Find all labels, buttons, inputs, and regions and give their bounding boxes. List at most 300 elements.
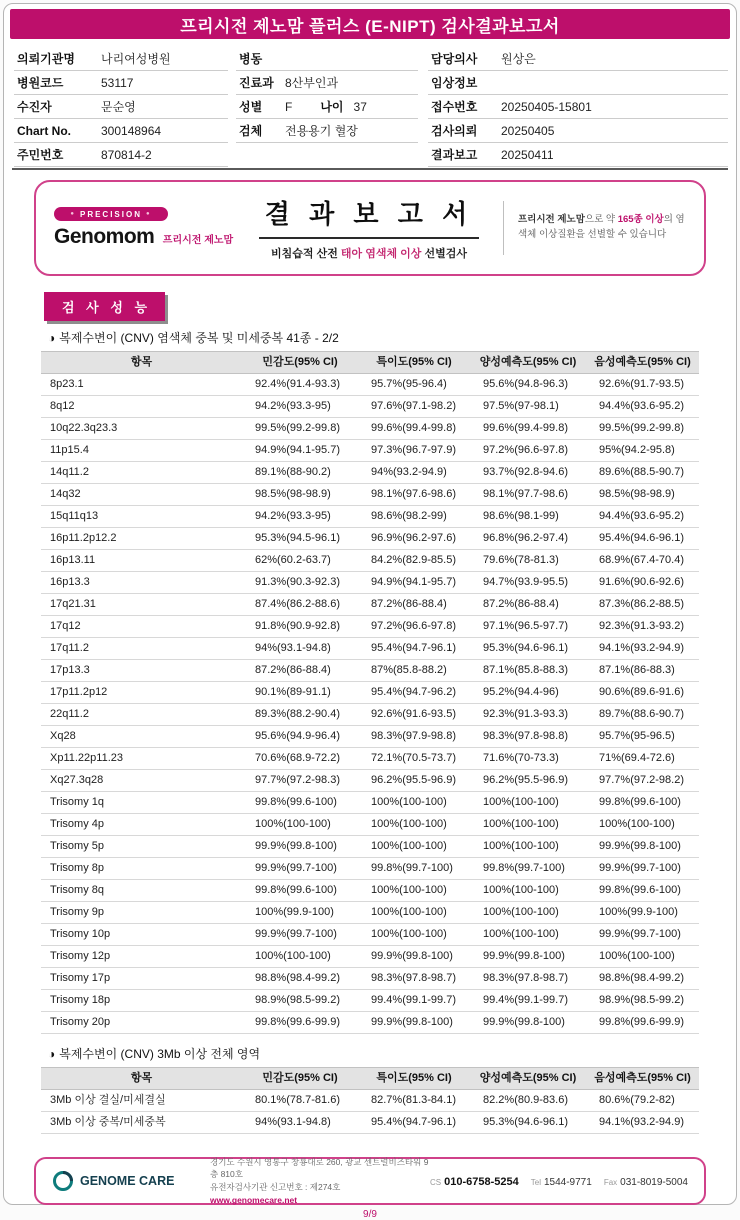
value-cell: 100%(99.9-100) bbox=[242, 902, 358, 924]
value-cell: 91.8%(90.9-92.8) bbox=[242, 616, 358, 638]
field-label: 담당의사 bbox=[431, 52, 478, 66]
section-title-badge: 검 사 성 능 bbox=[44, 292, 165, 321]
value-cell: 92.3%(91.3-93.2) bbox=[586, 616, 699, 638]
item-cell: 14q32 bbox=[41, 484, 242, 506]
table-row bbox=[41, 1112, 699, 1134]
value-cell: 95.7%(95-96.5) bbox=[586, 726, 699, 748]
item-cell: Trisomy 4p bbox=[41, 814, 242, 836]
patient-field-row bbox=[428, 143, 728, 167]
value-cell: 96.2%(95.5-96.9) bbox=[470, 770, 586, 792]
value-cell: 100%(100-100) bbox=[586, 946, 699, 968]
dot-icon: ● bbox=[146, 211, 152, 217]
value-cell: 98.3%(97.9-98.8) bbox=[358, 726, 470, 748]
value-cell: 94.9%(94.1-95.7) bbox=[358, 572, 470, 594]
precision-badge bbox=[54, 207, 168, 221]
value-cell: 87.2%(86-88.4) bbox=[242, 660, 358, 682]
value-cell: 97.7%(97.2-98.3) bbox=[242, 770, 358, 792]
value-cell: 94.2%(93.3-95) bbox=[242, 506, 358, 528]
field-label: 나이 bbox=[320, 100, 344, 114]
value-cell: 100%(100-100) bbox=[358, 836, 470, 858]
value-cell: 95.6%(94.8-96.3) bbox=[470, 374, 586, 396]
cs-label: CS bbox=[430, 1178, 442, 1187]
table-row bbox=[41, 858, 699, 880]
value-cell: 95.2%(94.4-96) bbox=[470, 682, 586, 704]
patient-field-row bbox=[14, 71, 228, 95]
subtitle-post: 선별검사 bbox=[421, 248, 467, 260]
table-row bbox=[41, 792, 699, 814]
value-cell: 97.2%(96.6-97.8) bbox=[358, 616, 470, 638]
value-cell: 71.6%(70-73.3) bbox=[470, 748, 586, 770]
fax-number: 031-8019-5004 bbox=[620, 1177, 688, 1188]
patient-field-row bbox=[236, 71, 418, 95]
value-cell: 100%(99.9-100) bbox=[586, 902, 699, 924]
value-cell: 89.3%(88.2-90.4) bbox=[242, 704, 358, 726]
table-row bbox=[41, 1090, 699, 1112]
field-value: 8산부인과 bbox=[285, 76, 339, 90]
column-header: 항목 bbox=[41, 352, 242, 374]
value-cell: 82.7%(81.3-84.1) bbox=[358, 1090, 470, 1112]
report-page bbox=[3, 3, 737, 1220]
vertical-divider bbox=[503, 201, 504, 255]
value-cell: 94.7%(93.9-95.5) bbox=[470, 572, 586, 594]
item-cell: Trisomy 17p bbox=[41, 968, 242, 990]
patient-info-column bbox=[236, 47, 418, 167]
value-cell: 92.3%(91.3-93.3) bbox=[470, 704, 586, 726]
value-cell: 80.1%(78.7-81.6) bbox=[242, 1090, 358, 1112]
field-value: 나리여성병원 bbox=[101, 52, 171, 66]
value-cell: 94.4%(93.6-95.2) bbox=[586, 506, 699, 528]
patient-field-row bbox=[14, 47, 228, 71]
brand-line bbox=[54, 225, 249, 249]
value-cell: 99.6%(99.4-99.8) bbox=[358, 418, 470, 440]
value-cell: 99.5%(99.2-99.8) bbox=[586, 418, 699, 440]
company-info bbox=[210, 1156, 430, 1207]
value-cell: 97.2%(96.6-97.8) bbox=[470, 440, 586, 462]
patient-field-row bbox=[14, 143, 228, 167]
value-cell: 98.1%(97.6-98.6) bbox=[358, 484, 470, 506]
item-cell: 10q22.3q23.3 bbox=[41, 418, 242, 440]
cs-number: 010-6758-5254 bbox=[444, 1176, 519, 1188]
value-cell: 99.9%(99.7-100) bbox=[586, 858, 699, 880]
item-cell: 11p15.4 bbox=[41, 440, 242, 462]
company-address: 경기도 수원시 영통구 창룡대로 260, 광교 센트럴비즈타워 9층 810호 bbox=[210, 1156, 429, 1180]
table1-caption bbox=[48, 329, 736, 346]
value-cell: 70.6%(68.9-72.2) bbox=[242, 748, 358, 770]
table-row bbox=[41, 726, 699, 748]
value-cell: 99.9%(99.8-100) bbox=[242, 836, 358, 858]
cnv-3mb-performance-table bbox=[41, 1067, 699, 1134]
value-cell: 100%(100-100) bbox=[470, 814, 586, 836]
item-cell: Trisomy 20p bbox=[41, 1012, 242, 1034]
result-report-heading: 결 과 보 고 서 bbox=[259, 194, 479, 239]
value-cell: 95%(94.2-95.8) bbox=[586, 440, 699, 462]
value-cell: 98.9%(98.5-99.2) bbox=[586, 990, 699, 1012]
value-cell: 93.7%(92.8-94.6) bbox=[470, 462, 586, 484]
report-title: 프리시전 제노맘 플러스 (E-NIPT) 검사결과보고서 bbox=[180, 16, 560, 36]
table-row bbox=[41, 880, 699, 902]
column-header: 특이도(95% CI) bbox=[358, 1068, 470, 1090]
value-cell: 96.2%(95.5-96.9) bbox=[358, 770, 470, 792]
value-cell: 94.2%(93.3-95) bbox=[242, 396, 358, 418]
fax-label: Fax bbox=[603, 1178, 618, 1187]
field-value: 원상은 bbox=[501, 52, 536, 66]
value-cell: 95.3%(94.5-96.1) bbox=[242, 528, 358, 550]
tel-number: 1544-9771 bbox=[543, 1177, 592, 1188]
value-cell: 100%(100-100) bbox=[470, 792, 586, 814]
patient-field-row bbox=[236, 95, 418, 119]
field-label: 진료과 bbox=[239, 76, 274, 90]
table-row bbox=[41, 550, 699, 572]
patient-field-row bbox=[428, 95, 728, 119]
value-cell: 94.4%(93.6-95.2) bbox=[586, 396, 699, 418]
contact-info bbox=[430, 1172, 688, 1190]
item-cell: Trisomy 1q bbox=[41, 792, 242, 814]
table-row bbox=[41, 462, 699, 484]
table-row bbox=[41, 374, 699, 396]
item-cell: 17p13.3 bbox=[41, 660, 242, 682]
field-label: 검체 bbox=[239, 124, 263, 138]
table-row bbox=[41, 814, 699, 836]
value-cell: 98.8%(98.4-99.2) bbox=[586, 968, 699, 990]
table1-caption-text: 복제수변이 (CNV) 염색체 중복 및 미세중복 41종 - 2/2 bbox=[59, 331, 339, 345]
table-row bbox=[41, 638, 699, 660]
item-cell: 16p11.2p12.2 bbox=[41, 528, 242, 550]
note-mid: 으로 약 bbox=[584, 214, 618, 226]
value-cell: 92.6%(91.6-93.5) bbox=[358, 704, 470, 726]
value-cell: 90.6%(89.6-91.6) bbox=[586, 682, 699, 704]
item-cell: 17p11.2p12 bbox=[41, 682, 242, 704]
field-value: 37 bbox=[353, 99, 367, 114]
table-row bbox=[41, 528, 699, 550]
value-cell: 100%(100-100) bbox=[358, 792, 470, 814]
field-label: 검사의뢰 bbox=[431, 124, 478, 138]
value-cell: 94%(93.1-94.8) bbox=[242, 1112, 358, 1134]
result-banner bbox=[34, 180, 706, 276]
value-cell: 95.4%(94.7-96.1) bbox=[358, 1112, 470, 1134]
value-cell: 99.4%(99.1-99.7) bbox=[470, 990, 586, 1012]
item-cell: 14q11.2 bbox=[41, 462, 242, 484]
value-cell: 87.1%(86-88.3) bbox=[586, 660, 699, 682]
value-cell: 89.6%(88.5-90.7) bbox=[586, 462, 699, 484]
value-cell: 99.9%(99.8-100) bbox=[470, 1012, 586, 1034]
value-cell: 87.1%(85.8-88.3) bbox=[470, 660, 586, 682]
patient-info-column bbox=[14, 47, 228, 167]
brand-name-kr: 프리시전 제노맘 bbox=[162, 235, 234, 246]
item-cell: Trisomy 12p bbox=[41, 946, 242, 968]
value-cell: 100%(100-100) bbox=[358, 880, 470, 902]
value-cell: 91.3%(90.3-92.3) bbox=[242, 572, 358, 594]
table-row bbox=[41, 770, 699, 792]
contact-tel bbox=[531, 1172, 592, 1190]
value-cell: 87.3%(86.2-88.5) bbox=[586, 594, 699, 616]
column-header: 양성예측도(95% CI) bbox=[470, 1068, 586, 1090]
item-cell: Trisomy 9p bbox=[41, 902, 242, 924]
value-cell: 99.9%(99.8-100) bbox=[586, 836, 699, 858]
subtitle-pre: 비침습적 산전 bbox=[271, 248, 341, 260]
value-cell: 99.8%(99.6-100) bbox=[586, 792, 699, 814]
field-value: 20250405-15801 bbox=[501, 99, 592, 114]
contact-fax bbox=[604, 1172, 688, 1190]
value-cell: 100%(100-100) bbox=[470, 902, 586, 924]
value-cell: 95.7%(95-96.4) bbox=[358, 374, 470, 396]
field-label: 병동 bbox=[239, 52, 263, 66]
patient-field-row bbox=[14, 95, 228, 119]
value-cell: 99.8%(99.7-100) bbox=[470, 858, 586, 880]
value-cell: 98.3%(97.8-98.8) bbox=[470, 726, 586, 748]
value-cell: 98.3%(97.8-98.7) bbox=[470, 968, 586, 990]
field-label: 의뢰기관명 bbox=[17, 52, 75, 66]
value-cell: 90.1%(89-91.1) bbox=[242, 682, 358, 704]
item-cell: Trisomy 10p bbox=[41, 924, 242, 946]
value-cell: 99.8%(99.6-99.9) bbox=[242, 1012, 358, 1034]
value-cell: 68.9%(67.4-70.4) bbox=[586, 550, 699, 572]
value-cell: 98.5%(98-98.9) bbox=[586, 484, 699, 506]
column-header: 음성예측도(95% CI) bbox=[586, 352, 699, 374]
field-label: 결과보고 bbox=[431, 148, 478, 162]
value-cell: 99.5%(99.2-99.8) bbox=[242, 418, 358, 440]
item-cell: Trisomy 8q bbox=[41, 880, 242, 902]
table-row bbox=[41, 506, 699, 528]
column-header: 민감도(95% CI) bbox=[242, 1068, 358, 1090]
patient-field-row bbox=[428, 119, 728, 143]
column-header: 항목 bbox=[41, 1068, 242, 1090]
brand-name-en: Genomom bbox=[54, 225, 155, 248]
value-cell: 82.2%(80.9-83.6) bbox=[470, 1090, 586, 1112]
note-brand: 프리시전 제노맘 bbox=[518, 214, 585, 226]
value-cell: 87%(85.8-88.2) bbox=[358, 660, 470, 682]
table-header-row bbox=[41, 1068, 699, 1090]
value-cell: 98.6%(98.2-99) bbox=[358, 506, 470, 528]
field-label: 접수번호 bbox=[431, 100, 478, 114]
patient-field-row bbox=[236, 47, 418, 71]
value-cell: 97.6%(97.1-98.2) bbox=[358, 396, 470, 418]
field-value: 20250411 bbox=[501, 147, 554, 162]
item-cell: Trisomy 18p bbox=[41, 990, 242, 1012]
table-row bbox=[41, 682, 699, 704]
table-row bbox=[41, 484, 699, 506]
item-cell: Trisomy 8p bbox=[41, 858, 242, 880]
patient-section-divider bbox=[12, 168, 728, 170]
value-cell: 87.2%(86-88.4) bbox=[470, 594, 586, 616]
value-cell: 99.9%(99.7-100) bbox=[586, 924, 699, 946]
table-row bbox=[41, 660, 699, 682]
item-cell: 8p23.1 bbox=[41, 374, 242, 396]
value-cell: 95.4%(94.7-96.1) bbox=[358, 638, 470, 660]
value-cell: 95.3%(94.6-96.1) bbox=[470, 638, 586, 660]
patient-field-row bbox=[428, 47, 728, 71]
value-cell: 100%(100-100) bbox=[242, 814, 358, 836]
result-report-subheading bbox=[259, 239, 479, 261]
field-label: Chart No. bbox=[17, 123, 71, 138]
field-label: 임상정보 bbox=[431, 76, 478, 90]
table-row bbox=[41, 902, 699, 924]
value-cell: 100%(100-100) bbox=[470, 836, 586, 858]
value-cell: 98.1%(97.7-98.6) bbox=[470, 484, 586, 506]
value-cell: 95.4%(94.7-96.2) bbox=[358, 682, 470, 704]
table2-caption-text: 복제수변이 (CNV) 3Mb 이상 전체 영역 bbox=[59, 1047, 261, 1061]
banner-note bbox=[518, 213, 686, 242]
patient-field-row bbox=[14, 119, 228, 143]
value-cell: 94.1%(93.2-94.9) bbox=[586, 638, 699, 660]
item-cell: 15q11q13 bbox=[41, 506, 242, 528]
value-cell: 79.6%(78-81.3) bbox=[470, 550, 586, 572]
value-cell: 94.9%(94.1-95.7) bbox=[242, 440, 358, 462]
value-cell: 97.5%(97-98.1) bbox=[470, 396, 586, 418]
value-cell: 100%(100-100) bbox=[470, 924, 586, 946]
field-value: 전용용기 혈장 bbox=[285, 124, 358, 138]
value-cell: 94%(93.1-94.8) bbox=[242, 638, 358, 660]
value-cell: 100%(100-100) bbox=[470, 880, 586, 902]
item-cell: Trisomy 5p bbox=[41, 836, 242, 858]
value-cell: 95.3%(94.6-96.1) bbox=[470, 1112, 586, 1134]
field-label: 병원코드 bbox=[17, 76, 64, 90]
value-cell: 92.6%(91.7-93.5) bbox=[586, 374, 699, 396]
value-cell: 97.3%(96.7-97.9) bbox=[358, 440, 470, 462]
contact-cs bbox=[430, 1172, 519, 1190]
column-header: 양성예측도(95% CI) bbox=[470, 352, 586, 374]
item-cell: 17q12 bbox=[41, 616, 242, 638]
value-cell: 94.1%(93.2-94.9) bbox=[586, 1112, 699, 1134]
value-cell: 99.8%(99.6-99.9) bbox=[586, 1012, 699, 1034]
precision-label: PRECISION bbox=[79, 209, 142, 219]
value-cell: 100%(100-100) bbox=[358, 902, 470, 924]
value-cell: 99.4%(99.1-99.7) bbox=[358, 990, 470, 1012]
note-highlight: 165종 이상 bbox=[617, 214, 664, 226]
value-cell: 100%(100-100) bbox=[242, 946, 358, 968]
value-cell: 97.7%(97.2-98.2) bbox=[586, 770, 699, 792]
item-cell: Xq28 bbox=[41, 726, 242, 748]
table-row bbox=[41, 572, 699, 594]
patient-field-row bbox=[428, 71, 728, 95]
page-number: 9/9 bbox=[363, 1209, 377, 1220]
item-cell: 17q11.2 bbox=[41, 638, 242, 660]
patient-field-row bbox=[236, 119, 418, 143]
report-title-bar bbox=[10, 9, 730, 39]
value-cell: 62%(60.2-63.7) bbox=[242, 550, 358, 572]
value-cell: 96.8%(96.2-97.4) bbox=[470, 528, 586, 550]
cnv-duplication-performance-table bbox=[41, 351, 699, 1034]
value-cell: 95.6%(94.9-96.4) bbox=[242, 726, 358, 748]
table-row bbox=[41, 616, 699, 638]
field-value: F bbox=[285, 99, 293, 114]
value-cell: 94%(93.2-94.9) bbox=[358, 462, 470, 484]
field-label: 성별 bbox=[239, 100, 263, 114]
item-cell: Xq27.3q28 bbox=[41, 770, 242, 792]
item-cell: Xp11.22p11.23 bbox=[41, 748, 242, 770]
value-cell: 89.1%(88-90.2) bbox=[242, 462, 358, 484]
value-cell: 99.9%(99.8-100) bbox=[358, 946, 470, 968]
value-cell: 99.8%(99.6-100) bbox=[586, 880, 699, 902]
value-cell: 96.9%(96.2-97.6) bbox=[358, 528, 470, 550]
value-cell: 99.9%(99.7-100) bbox=[242, 858, 358, 880]
patient-info-column bbox=[428, 47, 728, 167]
table-row bbox=[41, 968, 699, 990]
table-row bbox=[41, 748, 699, 770]
half-circle-icon: ◑ bbox=[48, 331, 56, 345]
value-cell: 99.9%(99.8-100) bbox=[470, 946, 586, 968]
note-post: 의 염색체 이상질환을 선별할 수 있습니다 bbox=[518, 214, 685, 240]
value-cell: 98.8%(98.4-99.2) bbox=[242, 968, 358, 990]
field-label: 주민번호 bbox=[17, 148, 64, 162]
value-cell: 98.6%(98.1-99) bbox=[470, 506, 586, 528]
value-cell: 100%(100-100) bbox=[586, 814, 699, 836]
item-cell: 17q21.31 bbox=[41, 594, 242, 616]
table-row bbox=[41, 418, 699, 440]
value-cell: 92.4%(91.4-93.3) bbox=[242, 374, 358, 396]
value-cell: 100%(100-100) bbox=[358, 924, 470, 946]
value-cell: 99.8%(99.6-100) bbox=[242, 792, 358, 814]
genomom-logo bbox=[54, 207, 249, 249]
table-header-row bbox=[41, 352, 699, 374]
section-header bbox=[44, 292, 736, 318]
value-cell: 99.8%(99.6-100) bbox=[242, 880, 358, 902]
value-cell: 91.6%(90.6-92.6) bbox=[586, 572, 699, 594]
column-header: 음성예측도(95% CI) bbox=[586, 1068, 699, 1090]
field-value: 53117 bbox=[101, 75, 134, 90]
table-row bbox=[41, 946, 699, 968]
banner-center bbox=[249, 194, 489, 262]
item-cell: 16p13.11 bbox=[41, 550, 242, 572]
value-cell: 98.9%(98.5-99.2) bbox=[242, 990, 358, 1012]
company-license: 유전자검사기관 신고번호 : 제274호 bbox=[210, 1182, 341, 1192]
value-cell: 97.1%(96.5-97.7) bbox=[470, 616, 586, 638]
company-name: GENOME CARE bbox=[80, 1174, 175, 1188]
value-cell: 80.6%(79.2-82) bbox=[586, 1090, 699, 1112]
column-header: 특이도(95% CI) bbox=[358, 352, 470, 374]
genomecare-logo-icon bbox=[52, 1170, 74, 1192]
patient-info-section bbox=[4, 39, 736, 167]
half-circle-icon: ◑ bbox=[48, 1047, 56, 1061]
table-row bbox=[41, 990, 699, 1012]
genomecare-logo bbox=[52, 1170, 204, 1192]
item-cell: 22q11.2 bbox=[41, 704, 242, 726]
footer bbox=[34, 1157, 706, 1205]
table-row bbox=[41, 924, 699, 946]
field-value: 20250405 bbox=[501, 123, 555, 138]
column-header: 민감도(95% CI) bbox=[242, 352, 358, 374]
value-cell: 99.9%(99.8-100) bbox=[358, 1012, 470, 1034]
table-row bbox=[41, 594, 699, 616]
field-value: 300148964 bbox=[101, 123, 162, 138]
item-cell: 3Mb 이상 중복/미세중복 bbox=[41, 1112, 242, 1134]
dot-icon: ● bbox=[70, 211, 76, 217]
item-cell: 8q12 bbox=[41, 396, 242, 418]
value-cell: 95.4%(94.6-96.1) bbox=[586, 528, 699, 550]
tel-label: Tel bbox=[530, 1178, 541, 1187]
value-cell: 72.1%(70.5-73.7) bbox=[358, 748, 470, 770]
table-row bbox=[41, 396, 699, 418]
value-cell: 99.8%(99.7-100) bbox=[358, 858, 470, 880]
value-cell: 87.4%(86.2-88.6) bbox=[242, 594, 358, 616]
table-row bbox=[41, 836, 699, 858]
value-cell: 71%(69.4-72.6) bbox=[586, 748, 699, 770]
field-value: 문순영 bbox=[101, 100, 136, 114]
item-cell: 3Mb 이상 결실/미세결실 bbox=[41, 1090, 242, 1112]
field-label: 수진자 bbox=[17, 100, 52, 114]
subtitle-highlight: 태아 염색체 이상 bbox=[340, 248, 422, 260]
field-value: 870814-2 bbox=[101, 147, 152, 162]
value-cell: 84.2%(82.9-85.5) bbox=[358, 550, 470, 572]
value-cell: 100%(100-100) bbox=[358, 814, 470, 836]
value-cell: 89.7%(88.6-90.7) bbox=[586, 704, 699, 726]
value-cell: 99.6%(99.4-99.8) bbox=[470, 418, 586, 440]
value-cell: 99.9%(99.7-100) bbox=[242, 924, 358, 946]
table-row bbox=[41, 704, 699, 726]
value-cell: 87.2%(86-88.4) bbox=[358, 594, 470, 616]
company-website-link[interactable]: www.genomecare.net bbox=[210, 1194, 298, 1205]
table-row bbox=[41, 1012, 699, 1034]
item-cell: 16p13.3 bbox=[41, 572, 242, 594]
